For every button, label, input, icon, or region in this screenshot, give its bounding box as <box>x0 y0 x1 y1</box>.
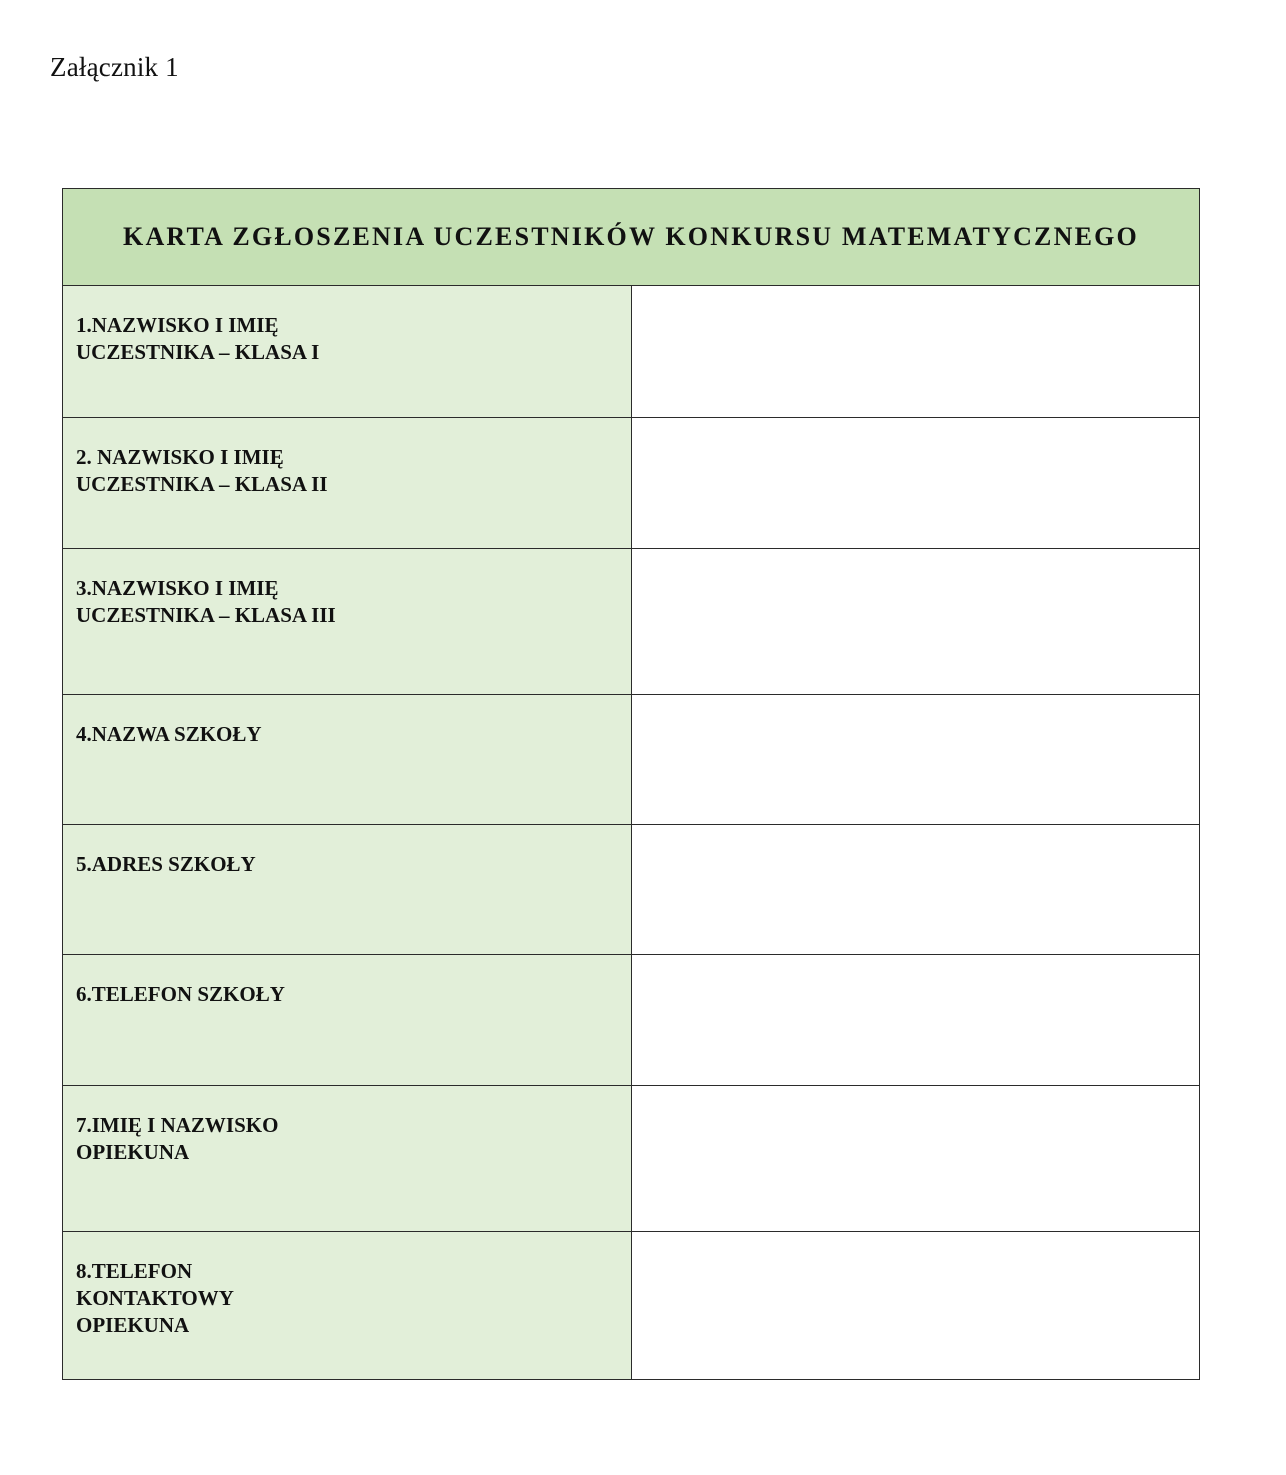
form-row-guardian-phone <box>63 1232 1200 1380</box>
form-title: KARTA ZGŁOSZENIA UCZESTNIKÓW KONKURSU MATEMATYCZNEGO <box>63 189 1200 286</box>
field-value-school-address[interactable] <box>631 825 1200 955</box>
field-label-guardian-name <box>63 1086 632 1232</box>
label-line: 7.IMIĘ I NAZWISKO <box>76 1113 279 1137</box>
field-value-guardian-phone[interactable] <box>631 1232 1200 1380</box>
label-line: UCZESTNIKA – KLASA III <box>76 603 336 627</box>
field-label-guardian-phone <box>63 1232 632 1380</box>
form-row-school-name <box>63 695 1200 825</box>
label-line: 1.NAZWISKO I IMIĘ <box>76 313 279 337</box>
form-row-guardian-name <box>63 1086 1200 1232</box>
label-line: 2. NAZWISKO I IMIĘ <box>76 445 284 469</box>
label-line: KONTAKTOWY <box>76 1286 234 1310</box>
field-label-school-phone <box>63 955 632 1086</box>
field-value-school-phone[interactable] <box>631 955 1200 1086</box>
field-label-student-class-1 <box>63 286 632 418</box>
label-line: 3.NAZWISKO I IMIĘ <box>76 576 279 600</box>
form-row-school-address <box>63 825 1200 955</box>
field-value-student-class-1[interactable] <box>631 286 1200 418</box>
field-value-guardian-name[interactable] <box>631 1086 1200 1232</box>
label-line: 6.TELEFON SZKOŁY <box>76 982 285 1006</box>
registration-form-table <box>62 188 1200 1380</box>
label-line: 5.ADRES SZKOŁY <box>76 852 256 876</box>
field-value-student-class-2[interactable] <box>631 418 1200 549</box>
label-line: 4.NAZWA SZKOŁY <box>76 722 262 746</box>
label-line: OPIEKUNA <box>76 1140 190 1164</box>
field-label-school-address <box>63 825 632 955</box>
field-value-school-name[interactable] <box>631 695 1200 825</box>
form-row-student-class-3 <box>63 549 1200 695</box>
field-label-student-class-3 <box>63 549 632 695</box>
form-header-row <box>63 189 1200 286</box>
form-row-student-class-1 <box>63 286 1200 418</box>
label-line: 8.TELEFON <box>76 1259 193 1283</box>
attachment-label: Załącznik 1 <box>50 52 179 82</box>
label-line: UCZESTNIKA – KLASA II <box>76 472 328 496</box>
field-label-student-class-2 <box>63 418 632 549</box>
form-row-student-class-2 <box>63 418 1200 549</box>
field-label-school-name <box>63 695 632 825</box>
form-row-school-phone <box>63 955 1200 1086</box>
label-line: UCZESTNIKA – KLASA I <box>76 340 320 364</box>
field-value-student-class-3[interactable] <box>631 549 1200 695</box>
label-line: OPIEKUNA <box>76 1313 190 1337</box>
